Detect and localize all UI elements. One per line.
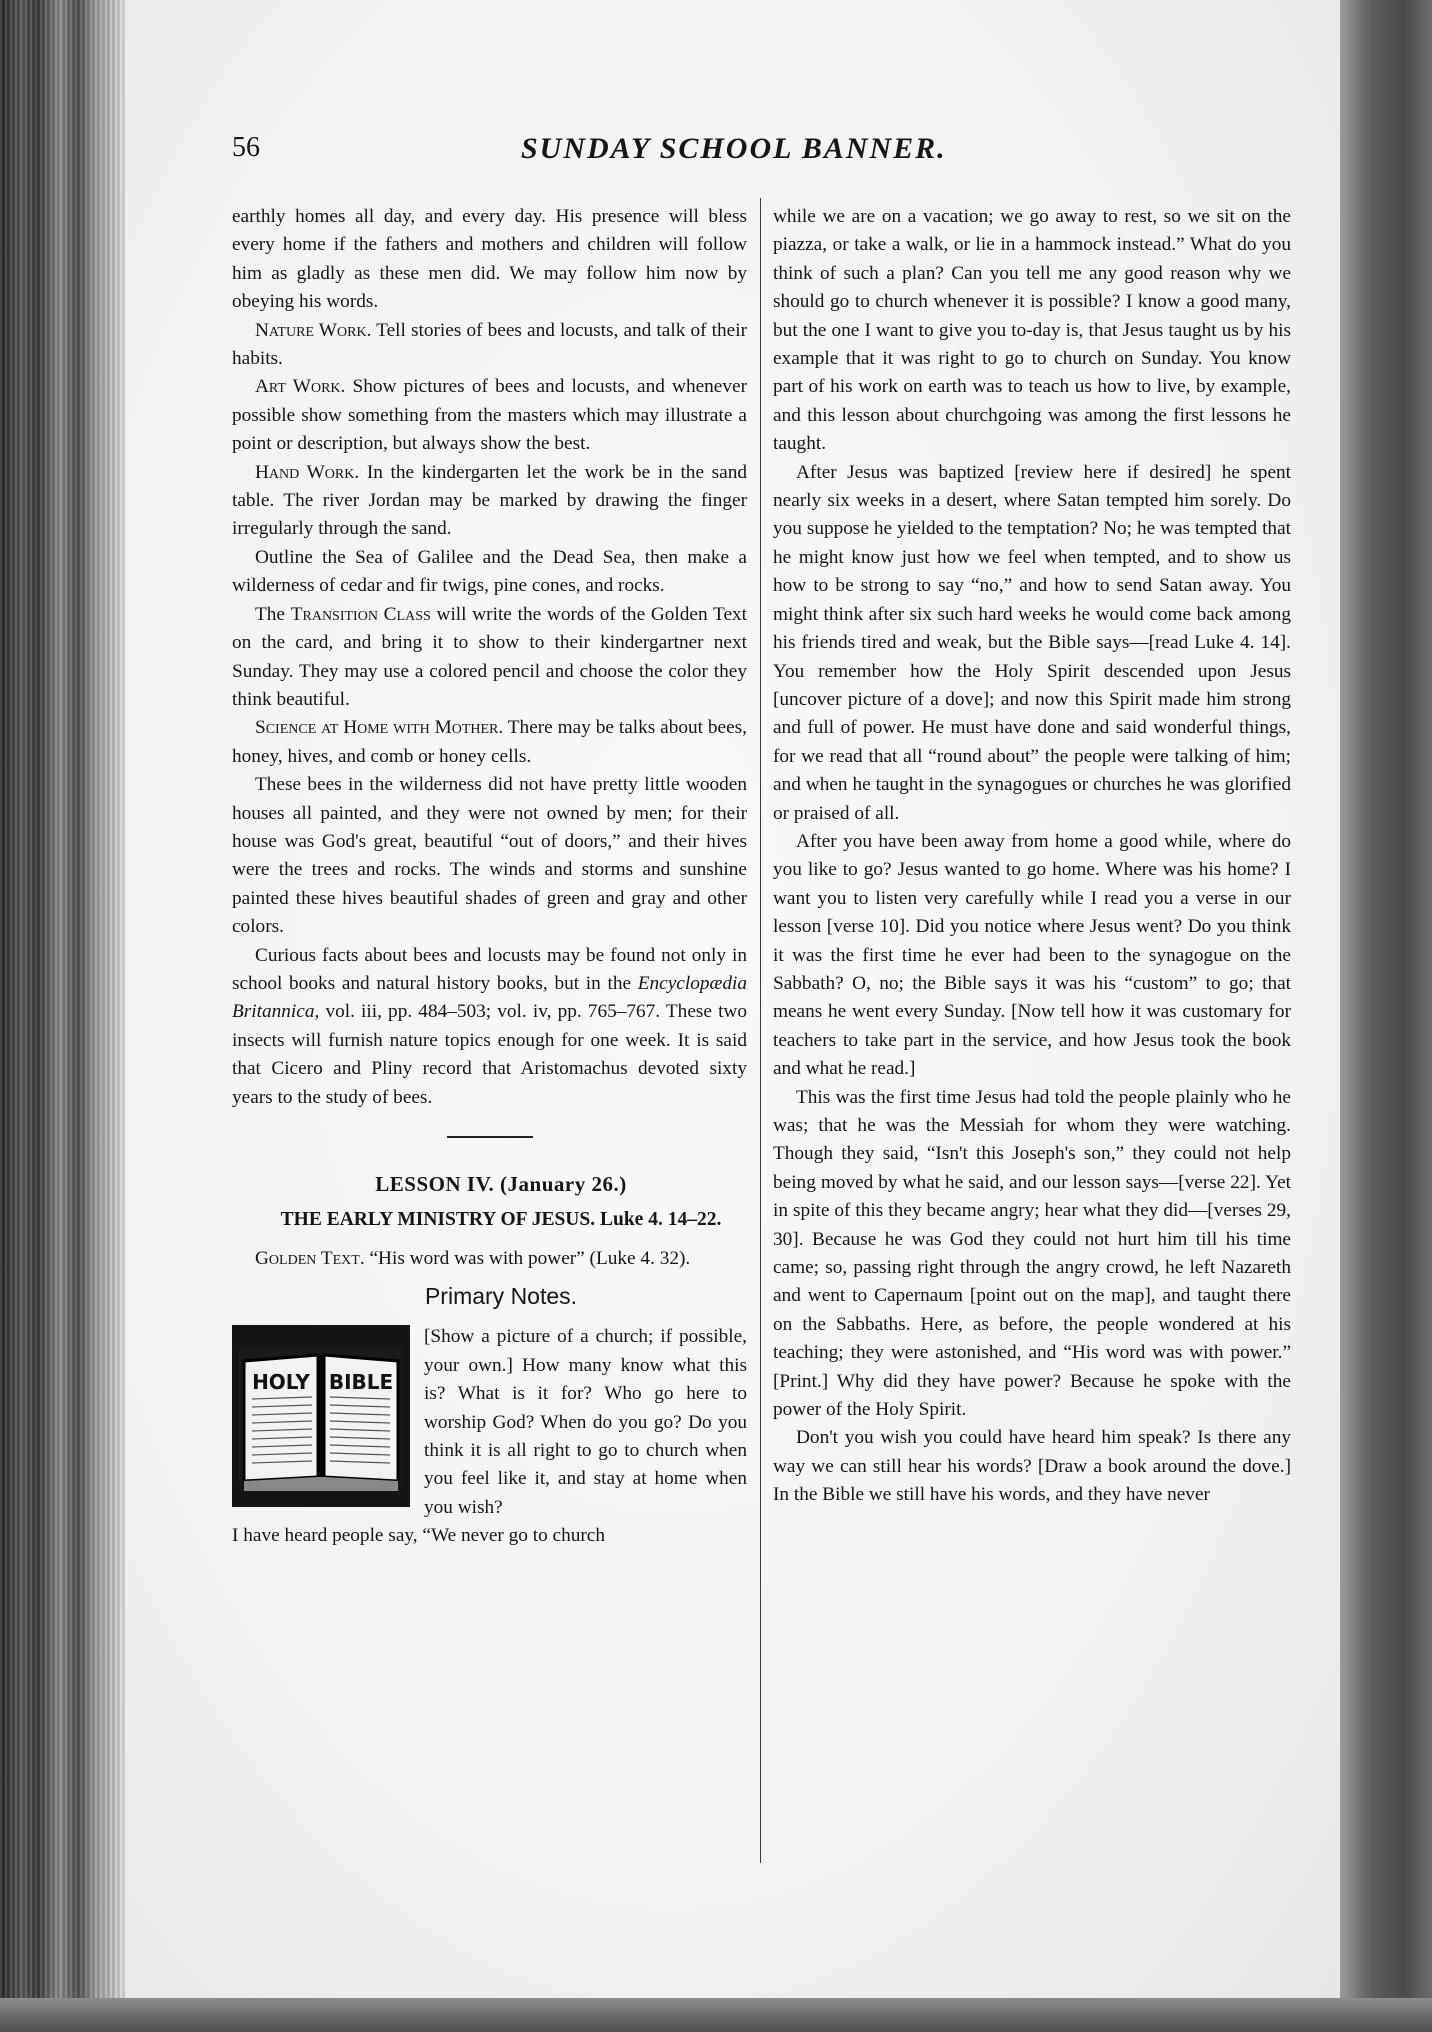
paragraph-art-work bbox=[232, 373, 747, 458]
paragraph-text: “His word was with power” (Luke 4. 32). bbox=[364, 1248, 691, 1269]
section-label: Hand Work. bbox=[255, 461, 360, 483]
running-title: SUNDAY SCHOOL BANNER. bbox=[521, 132, 947, 165]
paragraph: I have heard people say, “We never go to church bbox=[232, 1525, 606, 1547]
paragraph: These bees in the wilderness did not have pretty little wooden houses all painted, and they were not owned by men; for their house was God's great, beautiful “out of doors,” and their hives were the trees and rocks. The winds and storms and sunshine painted these hives beautiful shades of green and gray and other colors. bbox=[232, 774, 747, 938]
paragraph: After Jesus was baptized [review here if desired] he spent nearly six weeks in a desert, where Satan tempted him sorely. Do you suppose he yielded to the temptation? No; he was tempted that he might know just how we feel when tempted, and to show us how to be strong to say “no,” and how to send Satan away. You might think after six such hard weeks he would come back among his friends tired and weak, but the Bible says—[read Luke 4. 14]. You remember how the Holy Spirit descended upon Jesus [uncover picture of a dove]; and now this Spirit made him strong and full of power. He must have done and said wonderful things, for we read that all “round about” the people were talking of him; and when he taught in the synagogues or churches he was glorified or praised of all. bbox=[773, 461, 1291, 824]
svg-text:BIBLE: BIBLE bbox=[328, 1370, 394, 1395]
paragraph-curious-facts bbox=[232, 942, 747, 1112]
section-label: Nature Work. bbox=[255, 319, 372, 341]
paragraph-text: In the kindergarten let the work be in the sand table. The river Jordan may be marked by drawing the finger irregularly through the sand. bbox=[232, 461, 748, 540]
golden-text bbox=[232, 1245, 747, 1273]
book-title-italic: Encyclopædia Britannica bbox=[232, 972, 747, 1023]
section-label: Transition Class bbox=[290, 603, 431, 625]
open-bible-icon bbox=[232, 1325, 410, 1507]
holy-bible-illustration bbox=[232, 1325, 410, 1507]
book-page bbox=[125, 0, 1340, 1998]
paragraph-nature-work bbox=[232, 317, 747, 374]
paragraph: [Show a picture of a church; if possible, your own.] How many know what this is? What is it for? Who go here to worship God? When do you go? Do you think it is all right to go to church when you feel like it, and stay at home when you wish? bbox=[424, 1326, 747, 1518]
section-label: Golden Text. bbox=[255, 1248, 365, 1269]
paragraph: Don't you wish you could have heard him speak? Is there any way we can still hear his words? [Draw a book around the dove.] In the Bible we still have his words, and they have never bbox=[773, 1427, 1291, 1506]
paragraph: while we are on a vacation; we go away to rest, so we sit on the piazza, or take a walk, or lie in a hammock instead.” What do you think of such a plan? Can you tell me any good reason why we should go to church whenever it is possible? I know a good many, but the one I want to give you to-day is, that Jesus taught us by his example that it was right to go to church on Sunday. You know part of his work on earth was to teach us how to live, by example, and this lesson about churchgoing was among the first lessons he taught. bbox=[773, 206, 1291, 455]
paragraph: earthly homes all day, and every day. His presence will bless every home if the fathers and mothers and children will follow him as gladly as these men did. We may follow him now by obeying his words. bbox=[232, 206, 747, 313]
paragraph-text: Show pictures of bees and locusts, and whenever possible show something from the masters which may illustrate a point or description, but always show the best. bbox=[232, 376, 747, 455]
book-edge-bottom bbox=[0, 1998, 1432, 2032]
right-column bbox=[773, 203, 1291, 1510]
paragraph: Outline the Sea of Galilee and the Dead Sea, then make a wilderness of cedar and fir twigs, pine cones, and rocks. bbox=[232, 546, 747, 597]
svg-text:HOLY: HOLY bbox=[252, 1370, 310, 1395]
primary-notes-heading: Primary Notes. bbox=[424, 1283, 578, 1310]
lesson-heading: LESSON IV. (January 26.) bbox=[375, 1172, 627, 1196]
paragraph-science bbox=[232, 714, 747, 771]
paragraph-transition-class bbox=[232, 601, 747, 715]
paragraph-text: , vol. iii, pp. 484–503; vol. iv, pp. 765–767. These two insects will furnish nature topics enough for one week. It is said that Cicero and Pliny record that Aristomachus devoted sixty years to the study of bees. bbox=[232, 1001, 747, 1108]
paragraph-hand-work bbox=[232, 459, 747, 544]
figure-row bbox=[232, 1323, 747, 1522]
paragraph: After you have been away from home a good while, where do you like to go? Jesus wanted to go home. Where was his home? I want you to listen very carefully while I read you a verse in our lesson [verse 10]. Did you notice where Jesus went? Do you think it was the first time he ever had been to the synagogue on the Sabbath? O, no; the Bible says it was his “custom” to go; that means he went every Sunday. [Now tell how it was customary for teachers to take part in the service, and how Jesus took the book and what he read.] bbox=[773, 830, 1291, 1080]
section-label: Science at Home with Mother. bbox=[255, 717, 504, 739]
section-rule bbox=[447, 1136, 533, 1138]
lesson-title: THE EARLY MINISTRY OF JESUS. Luke 4. 14–22. bbox=[280, 1209, 722, 1230]
paragraph-text: Curious facts about bees and locusts may be found not only in school books and natural history books, but in the bbox=[232, 944, 747, 994]
paragraph-text: will write the words of the Golden Text on the card, and bring it to show to their kindergartner next Sunday. They may use a colored pencil and choose the color they think beautiful. bbox=[232, 603, 747, 710]
book-edge-left bbox=[0, 0, 125, 2032]
book-edge-right bbox=[1340, 0, 1432, 2032]
page-number: 56 bbox=[232, 132, 260, 163]
section-label: Art Work. bbox=[255, 376, 346, 398]
paragraph: This was the first time Jesus had told the people plainly who he was; that he was the Messiah for whom they were watching. Though they said, “Isn't this Joseph's son,” they could not help being moved by what he said, and our lesson says—[verse 22]. Yet in spite of this they became angry; hear what they did—[verses 29, 30]. Because he was God they could not hurt him till his time came; so, passing right through the angry crowd, he left Nazareth and went to Capernaum [point out on the map], and taught there on the Sabbaths. Here, as before, the people wondered at his teaching; they were astonished, and “His word was with power.” [Print.] Why did they have power? Because he spoke with the power of the Holy Spirit. bbox=[773, 1086, 1291, 1421]
paragraph-text: The bbox=[255, 603, 291, 625]
column-divider bbox=[760, 198, 761, 1863]
paragraph-text: Tell stories of bees and locusts, and talk of their habits. bbox=[232, 319, 747, 370]
page-header bbox=[125, 132, 1340, 172]
paragraph-text: There may be talks about bees, honey, hives, and comb or honey cells. bbox=[232, 717, 747, 767]
left-column bbox=[232, 203, 747, 1551]
